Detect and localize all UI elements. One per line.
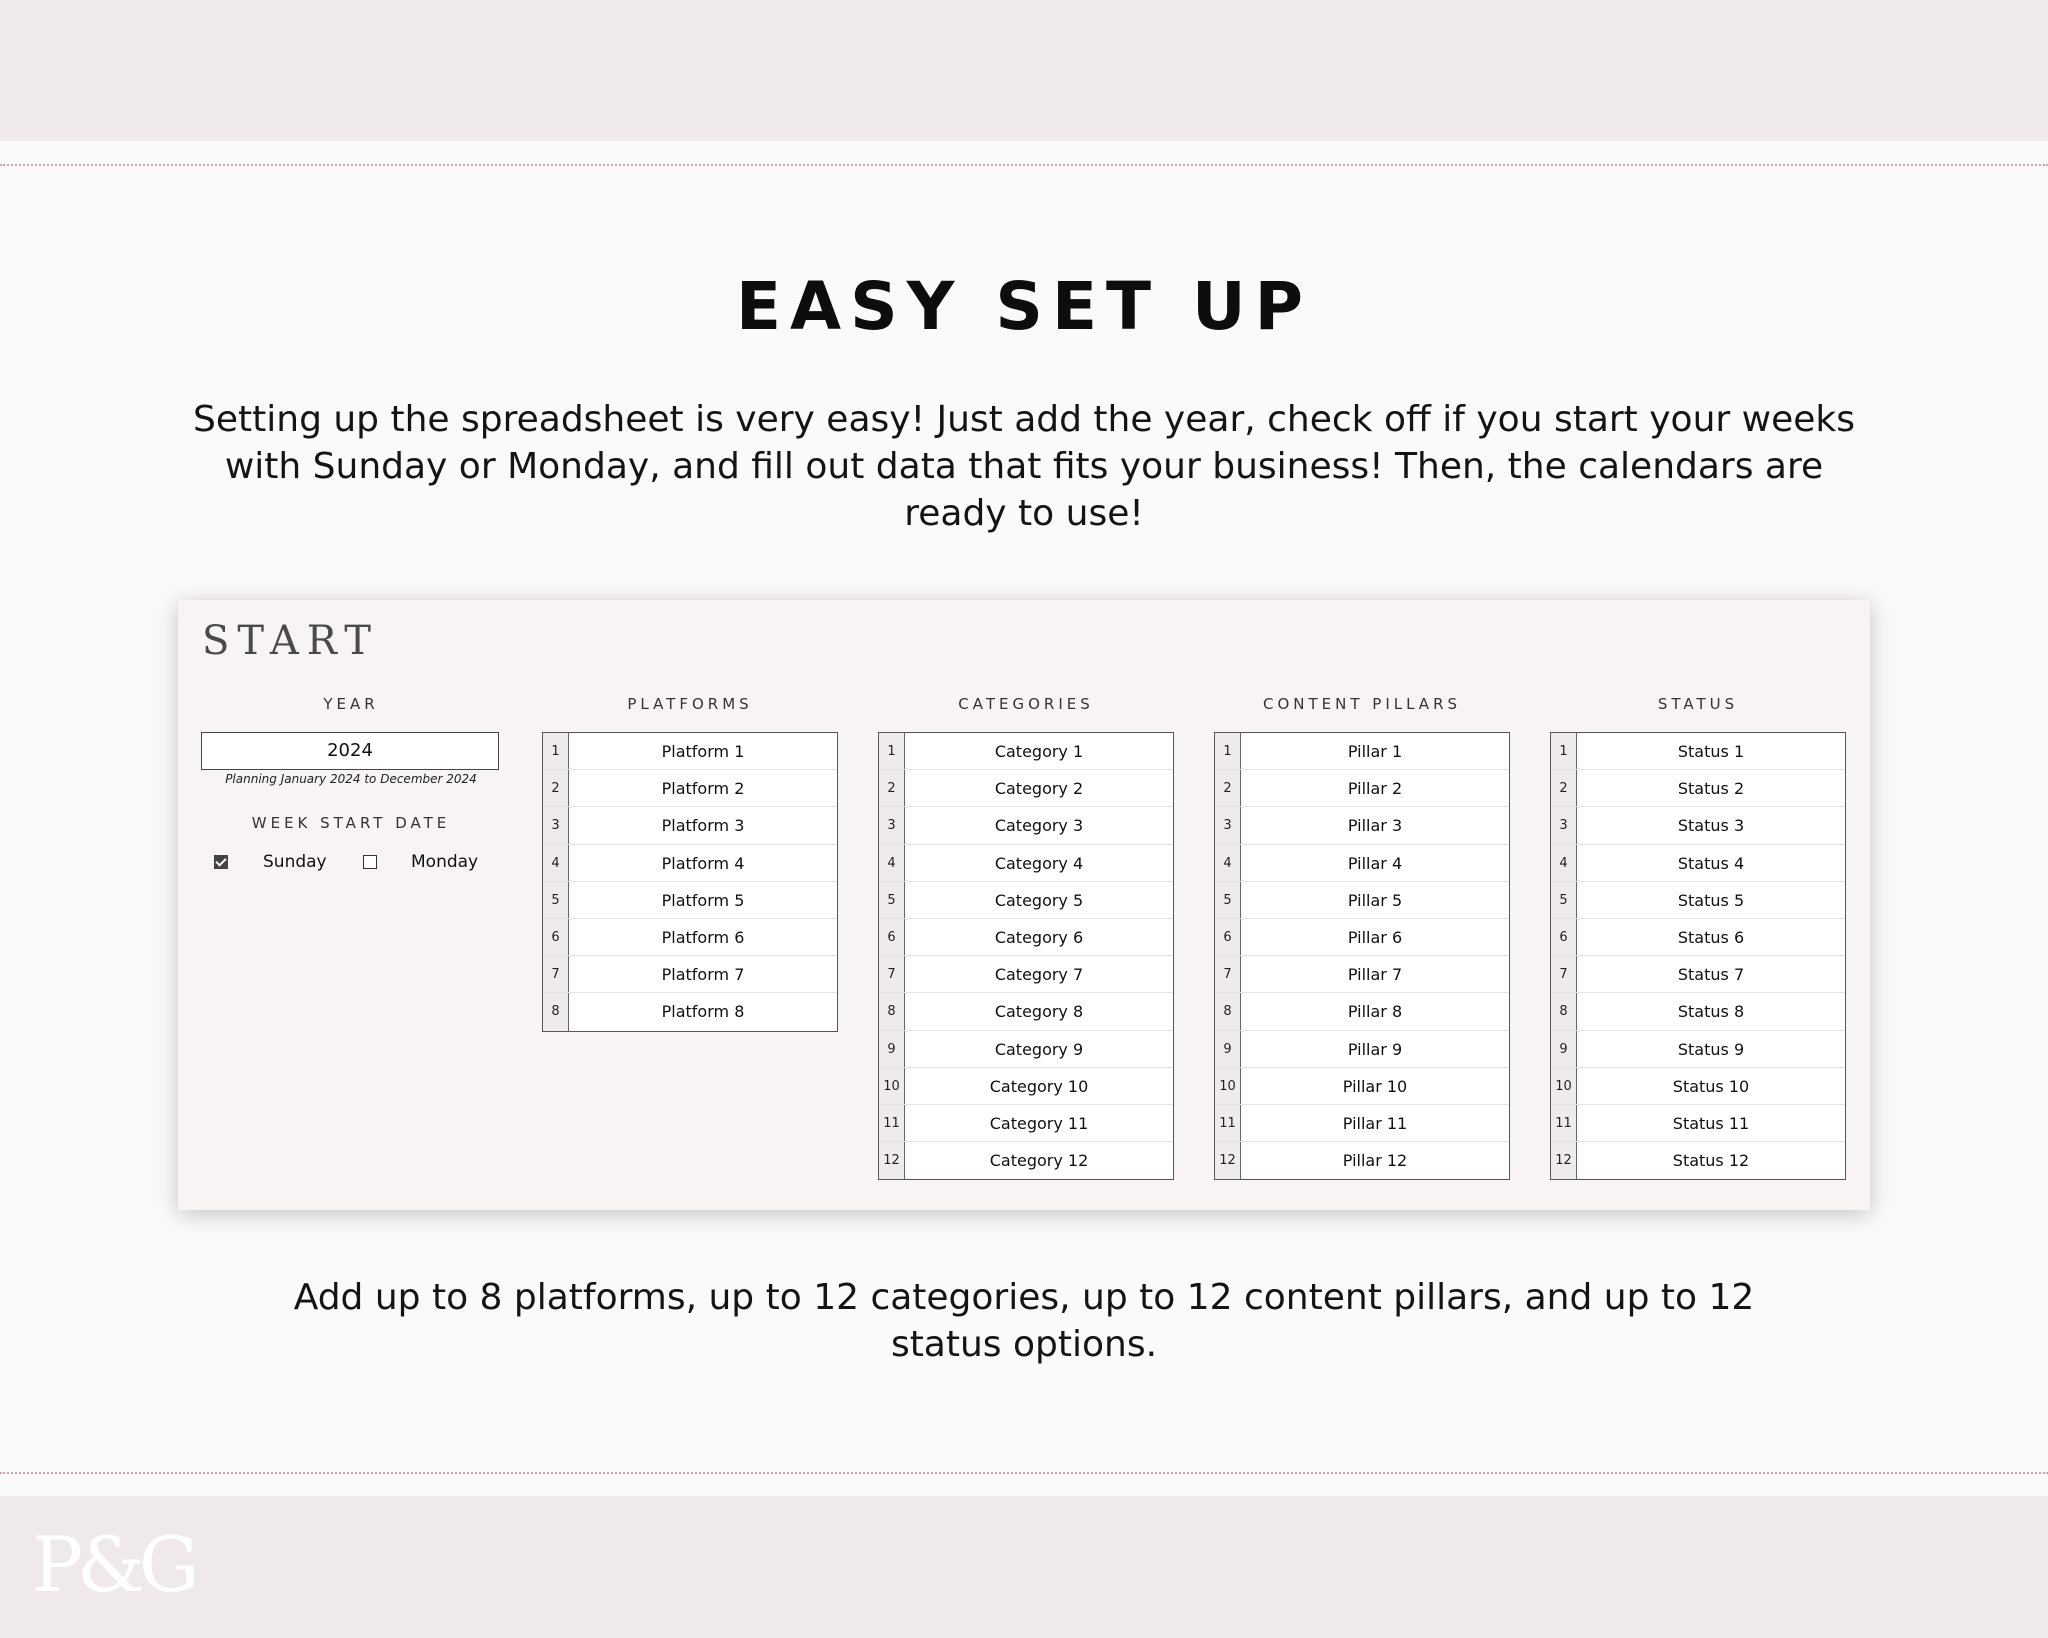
row-number: 6 <box>543 919 569 955</box>
row-number: 2 <box>1215 770 1241 806</box>
row-number: 9 <box>879 1031 905 1067</box>
table-row <box>1215 1105 1509 1142</box>
year-input[interactable]: 2024 <box>201 732 499 770</box>
cell-input[interactable]: Platform 2 <box>661 779 745 799</box>
row-number: 5 <box>1215 882 1241 918</box>
row-number: 6 <box>1215 919 1241 955</box>
row-number: 1 <box>879 733 905 769</box>
row-number: 4 <box>1215 845 1241 881</box>
sunday-checkbox[interactable] <box>214 855 228 869</box>
row-number: 8 <box>1551 993 1577 1029</box>
categories-table <box>878 732 1174 1180</box>
table-row <box>1551 1105 1845 1142</box>
row-number: 10 <box>1215 1068 1241 1104</box>
table-row <box>543 807 837 844</box>
row-number: 6 <box>879 919 905 955</box>
row-number: 6 <box>1551 919 1577 955</box>
cell-input[interactable]: Category 3 <box>994 816 1084 836</box>
content-pillars-table <box>1214 732 1510 1180</box>
cell-input[interactable]: Status 8 <box>1677 1002 1745 1022</box>
table-row <box>879 956 1173 993</box>
cell-input[interactable]: Pillar 11 <box>1342 1113 1408 1133</box>
table-row <box>879 993 1173 1030</box>
row-number: 5 <box>543 882 569 918</box>
categories-header: CATEGORIES <box>958 695 1094 713</box>
cell-input[interactable]: Platform 8 <box>661 1002 745 1022</box>
cell-input[interactable]: Category 7 <box>994 965 1084 985</box>
table-row <box>1215 1142 1509 1179</box>
table-row <box>1215 956 1509 993</box>
table-row <box>543 770 837 807</box>
row-number: 5 <box>879 882 905 918</box>
table-row <box>879 807 1173 844</box>
table-row <box>1215 882 1509 919</box>
table-row <box>1215 845 1509 882</box>
row-number: 8 <box>879 993 905 1029</box>
row-number: 8 <box>543 993 569 1030</box>
outro-text: Add up to 8 platforms, up to 12 categories, up to 12 content pillars, and up to 12 status options. <box>293 1277 1755 1365</box>
table-row <box>1215 807 1509 844</box>
cell-input[interactable]: Pillar 2 <box>1347 779 1403 799</box>
table-row <box>1215 733 1509 770</box>
cell-input[interactable]: Category 12 <box>989 1151 1089 1171</box>
cell-input[interactable]: Status 11 <box>1672 1113 1750 1133</box>
row-number: 12 <box>1551 1142 1577 1179</box>
cell-input[interactable]: Pillar 10 <box>1342 1076 1408 1096</box>
cell-input[interactable]: Platform 6 <box>661 927 745 947</box>
cell-input[interactable]: Platform 1 <box>661 742 745 761</box>
table-row <box>543 845 837 882</box>
table-row <box>879 1068 1173 1105</box>
top-band <box>0 0 2048 141</box>
platforms-header: PLATFORMS <box>627 695 753 713</box>
row-number: 11 <box>1215 1105 1241 1141</box>
platforms-table <box>542 732 838 1032</box>
cell-input[interactable]: Category 5 <box>994 890 1084 910</box>
table-row <box>1551 770 1845 807</box>
table-row <box>543 733 837 770</box>
year-header: YEAR <box>323 695 379 713</box>
spreadsheet-preview <box>178 600 1870 1210</box>
cell-input[interactable]: Category 8 <box>994 1002 1084 1022</box>
table-row <box>543 956 837 993</box>
row-number: 7 <box>879 956 905 992</box>
table-row <box>543 882 837 919</box>
table-row <box>879 845 1173 882</box>
table-row <box>1215 770 1509 807</box>
cell-input[interactable]: Category 11 <box>989 1113 1089 1133</box>
cell-input[interactable]: Platform 5 <box>661 890 745 910</box>
week-start-header: WEEK START DATE <box>251 814 451 832</box>
row-number: 2 <box>1551 770 1577 806</box>
row-number: 9 <box>1551 1031 1577 1067</box>
cell-input[interactable]: Platform 3 <box>661 816 745 836</box>
table-row <box>1215 919 1509 956</box>
table-row <box>879 919 1173 956</box>
table-row <box>1551 956 1845 993</box>
cell-input[interactable]: Category 9 <box>994 1039 1084 1059</box>
table-row <box>1551 1031 1845 1068</box>
row-number: 7 <box>1215 956 1241 992</box>
row-number: 7 <box>1551 956 1577 992</box>
table-row <box>879 733 1173 770</box>
table-row <box>1215 1068 1509 1105</box>
cell-input[interactable]: Pillar 7 <box>1347 965 1403 985</box>
cell-input[interactable]: Pillar 9 <box>1347 1039 1403 1059</box>
table-row <box>1551 807 1845 844</box>
status-header: STATUS <box>1657 695 1739 713</box>
year-note: Planning January 2024 to December 2024 <box>225 772 477 786</box>
row-number: 4 <box>879 845 905 881</box>
page-title: EASY SET UP <box>735 268 1313 345</box>
row-number: 11 <box>1551 1105 1577 1141</box>
table-row <box>1215 993 1509 1030</box>
cell-input[interactable]: Pillar 4 <box>1347 853 1403 873</box>
cell-input[interactable]: Pillar 1 <box>1347 742 1403 761</box>
row-number: 1 <box>1551 733 1577 769</box>
sheet-title: START <box>202 618 379 664</box>
top-divider <box>0 164 2048 166</box>
cell-input[interactable]: Pillar 3 <box>1347 816 1403 836</box>
cell-input[interactable]: Status 2 <box>1677 779 1745 799</box>
cell-input[interactable]: Status 6 <box>1677 927 1745 947</box>
cell-input[interactable]: Status 4 <box>1677 853 1745 873</box>
table-row <box>1551 733 1845 770</box>
row-number: 1 <box>543 733 569 769</box>
cell-input[interactable]: Platform 4 <box>661 853 745 873</box>
row-number: 8 <box>1215 993 1241 1029</box>
cell-input[interactable]: Pillar 6 <box>1347 927 1403 947</box>
table-row <box>1551 1068 1845 1105</box>
row-number: 2 <box>543 770 569 806</box>
row-number: 9 <box>1215 1031 1241 1067</box>
row-number: 11 <box>879 1105 905 1141</box>
row-number: 1 <box>1215 733 1241 769</box>
table-row <box>543 919 837 956</box>
cell-input[interactable]: Pillar 5 <box>1347 890 1403 910</box>
row-number: 5 <box>1551 882 1577 918</box>
monday-label: Monday <box>411 852 479 872</box>
cell-input[interactable]: Status 7 <box>1677 965 1745 985</box>
sunday-label: Sunday <box>263 852 327 872</box>
cell-input[interactable]: Platform 7 <box>661 965 745 985</box>
table-row <box>1551 845 1845 882</box>
cell-input[interactable]: Status 1 <box>1677 742 1745 761</box>
cell-input[interactable]: Category 10 <box>989 1076 1089 1096</box>
table-row <box>879 1105 1173 1142</box>
cell-input[interactable]: Category 1 <box>994 742 1084 761</box>
bottom-band <box>0 1496 2048 1638</box>
table-row <box>1551 882 1845 919</box>
cell-input[interactable]: Status 3 <box>1677 816 1745 836</box>
intro-text: Setting up the spreadsheet is very easy! Just add the year, check off if you start your weeks with Sunday or Monday, and fill out data that fits your business! Then, the calendars are ready to use! <box>193 399 1855 534</box>
cell-input[interactable]: Pillar 8 <box>1347 1002 1403 1022</box>
row-number: 12 <box>1215 1142 1241 1179</box>
monday-checkbox[interactable] <box>363 855 377 869</box>
table-row <box>879 770 1173 807</box>
cell-input[interactable]: Pillar 12 <box>1342 1151 1408 1171</box>
cell-input[interactable]: Status 12 <box>1672 1151 1750 1171</box>
row-number: 3 <box>543 807 569 843</box>
status-table <box>1550 732 1846 1180</box>
row-number: 7 <box>543 956 569 992</box>
cell-input[interactable]: Category 4 <box>994 853 1084 873</box>
brand-logo: P&G <box>32 1520 194 1609</box>
cell-input[interactable]: Category 6 <box>994 927 1084 947</box>
cell-input[interactable]: Category 2 <box>994 779 1084 799</box>
row-number: 2 <box>879 770 905 806</box>
row-number: 10 <box>1551 1068 1577 1104</box>
row-number: 4 <box>1551 845 1577 881</box>
row-number: 3 <box>879 807 905 843</box>
table-row <box>1551 1142 1845 1179</box>
cell-input[interactable]: Status 10 <box>1672 1076 1750 1096</box>
table-row <box>1551 993 1845 1030</box>
content-pillars-header: CONTENT PILLARS <box>1262 695 1462 713</box>
cell-input[interactable]: Status 5 <box>1677 890 1745 910</box>
table-row <box>1215 1031 1509 1068</box>
bottom-divider <box>0 1472 2048 1474</box>
row-number: 10 <box>879 1068 905 1104</box>
table-row <box>1551 919 1845 956</box>
table-row <box>879 882 1173 919</box>
row-number: 3 <box>1215 807 1241 843</box>
cell-input[interactable]: Status 9 <box>1677 1039 1745 1059</box>
row-number: 12 <box>879 1142 905 1179</box>
table-row <box>543 993 837 1030</box>
row-number: 3 <box>1551 807 1577 843</box>
table-row <box>879 1142 1173 1179</box>
table-row <box>879 1031 1173 1068</box>
row-number: 4 <box>543 845 569 881</box>
